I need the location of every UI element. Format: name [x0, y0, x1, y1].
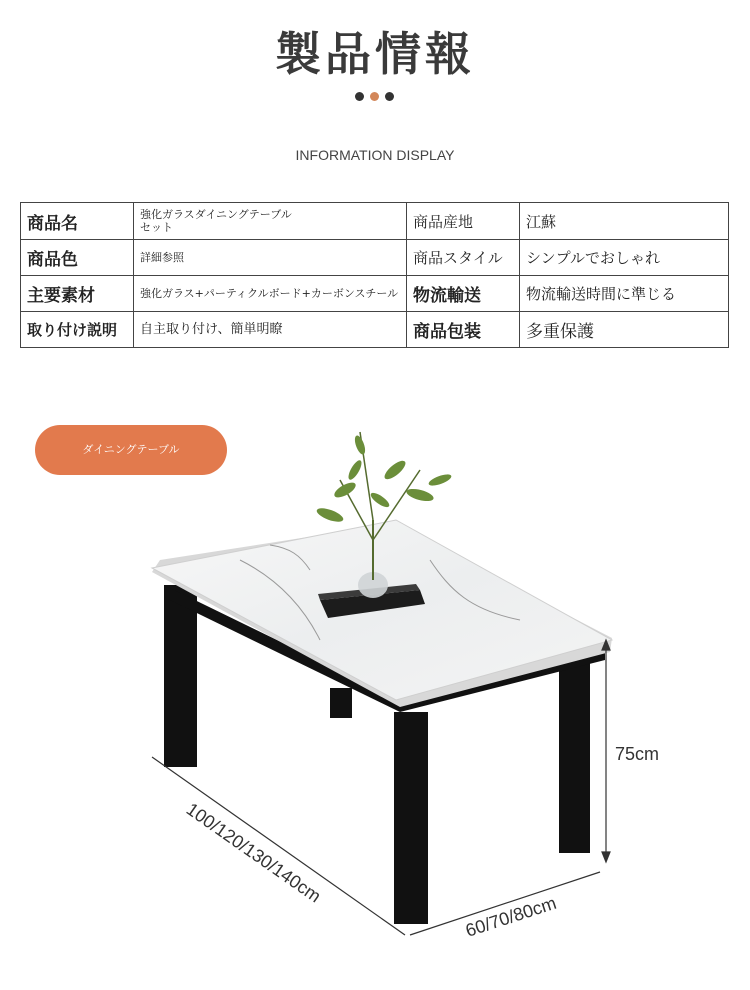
label-material: 主要素材 — [21, 276, 134, 312]
value-material: 強化ガラス+パーティクルボード+カーボンスチール — [134, 276, 407, 312]
label-packaging: 商品包装 — [407, 312, 520, 348]
label-product-name: 商品名 — [21, 203, 134, 240]
label-style: 商品スタイル — [407, 240, 520, 276]
value-shipping: 物流輸送時間に準じる — [520, 276, 729, 312]
value-installation: 自主取り付け、簡単明瞭 — [134, 312, 407, 348]
section-subtitle: INFORMATION DISPLAY — [295, 147, 455, 163]
value-product-name: 強化ガラスダイニングテーブル セット — [134, 203, 407, 240]
depth-label: 60/70/80cm — [463, 892, 559, 941]
value-origin: 江蘇 — [520, 203, 729, 240]
value-packaging: 多重保護 — [520, 312, 729, 348]
label-shipping: 物流輸送 — [407, 276, 520, 312]
length-label: 100/120/130/140cm — [182, 798, 325, 907]
page-title: 製品情報 — [275, 27, 475, 81]
label-origin: 商品産地 — [407, 203, 520, 240]
product-category-tag: ダイニングテーブル — [35, 425, 227, 475]
value-style: シンプルでおしゃれ — [520, 240, 729, 276]
height-label: 75cm — [615, 744, 660, 764]
label-installation: 取り付け説明 — [21, 312, 134, 348]
value-color: 詳細参照 — [134, 240, 407, 276]
label-color: 商品色 — [21, 240, 134, 276]
